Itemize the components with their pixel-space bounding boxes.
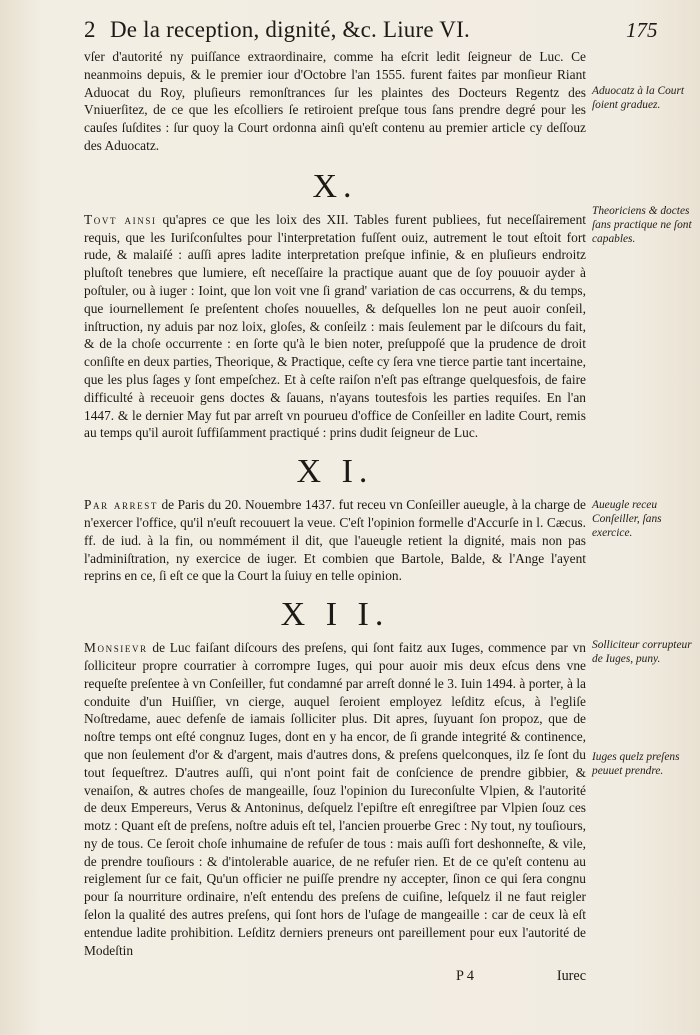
catchword: Iurec — [556, 968, 586, 984]
running-title: De la reception, dignité, &c. Liure VI. — [110, 17, 470, 42]
margin-note: Aduocatz à la Court ſoient graduez. — [592, 85, 685, 111]
page-number-right: 175 — [626, 18, 658, 42]
running-header — [84, 14, 684, 46]
signature-mark: P 4 — [456, 968, 475, 984]
page-footer — [84, 968, 586, 988]
show-through-text — [590, 175, 695, 187]
paragraph-xi — [84, 496, 586, 585]
section-heading-xi: X I. — [296, 453, 374, 491]
paragraph-continuation: vſer d'autorité ny puiſſance extraordinaire, comme ha eſcrit ledit ſeigneur de Luc. Ce neanmoins depuis, & le premier iour d'Octobre l'an 1555. furent faites par monſieur Riant Aduocat du Roy, pluſieurs remonſtrances ſur les plaintes des Docteurs Regentz des Vniuerſitez, de ce que les eſcolliers ſe retiroient preſque tous ſans prendre degré pour les cauſes ſuſdites : ſur quoy la Court ordonna ainſi qu'eſt contenu au premier article cy deſſouz des Aduocatz. — [84, 49, 586, 153]
margin-note: Iuges quelz preſens peuuet prendre. — [592, 751, 680, 777]
margin-note: Solliciteur corrupteur de Iuges, puny. — [592, 639, 692, 665]
paragraph-text: qu'apres ce que les loix des XII. Tables furent publiees, fut neceſſairement requis, que les Iuriſconſultes pour l'interpretation fuſſent ouiz, autrement le tout eſtoit fort rude, & malaiſé : auſſi apres ladite interpretation preſque infinie, & en pluſieurs endroitz pluſtoſt tenebres que lumiere, eſt neceſſaire la practique auant que de ſoy pouuoir ayder à poſtuler, ou à iuger : Ioint, que lon voit vne ſi grand' variation de cas occurrens, & du temps, que iournellement ſe preſentent choſes nouuelles, & deſquelles lon ne peut auoir conſeil, inſtruction, ny aduis par noz loix, gloſes, & conſeilz : mais ſeulement par le diſcours du fait, & de la choſe occurrente : en ſorte qu'à le bien noter, preſuppoſé que la prudence de droit conſiſte en deux parties, Theorique, & Practique, ceſte cy ſera vne tierce partie tant incertaine, que les plus ſages y ſont empeſchez. Et à ceſte raiſon n'eſt pas eſtrange quelquesfois, de faire difficulté à receuoir gens doctes & ſauans, n'ayans toutesfois les parties requiſes. En l'an 1447. & le dernier May fut par arreſt vn pourueu d'office de Conſeiller en ladite Court, remis au temps qu'il auroit ſuffiſamment practiqué : prins dudit ſeigneur de Luc. — [84, 211, 586, 441]
paragraph-text: de Luc faiſant diſcours des preſens, qui ſont faitz aux Iuges, commence par vn ſolliciteur propre courratier à corrompre Iuges, qui pour auoir mis deux eſcus dens vne requeſte preſentee à vn Conſeiller, fut condamné par arreſt donné le 3. Iuin 1494. à porter, à la conduite d'un Huiſſier, vn cierge, auquel ſeroient employez leſditz eſcus, à l'egliſe Noſtredame, auec defenſe de iamais ſolliciter plus. Dit apres, ſuyuant ſon propoz, que de noſtre temps ont eſté congnuz Iuges, dont en y ha encor, de ſi grande integrité & continence, que non ſeulement d'or & d'argent, mais d'autres dons, & preſens quelconques, ilz ſe ſont du tout ſequeſtrez. D'autres auſſi, qui n'ont point fait de conſcience de prendre gibbier, & venaiſon, & autres choſes de mangeaille, ſouz l'opinion du Iureconſulte Vlpien, & l'autorité de deux Empereurs, Verus & Antoninus, deſquelz l'epiſtre eſt enregiſtree par Vlpien ſouz ces motz : Quant eſt de preſens, noſtre aduis eſt tel, l'ancien prouerbe Grec : Ny tout, ny touſiours, ny de tous. Ce ſeroit choſe inhumaine de refuſer de tous : mais auſſi fort deshonneſte, & vile, de prendre touſiours : & d'intolerable auarice, de ne refuſer rien. Et de ce qu'eſt contenu au reiglement ſur ce fait, Qu'un officier ne puiſſe prendre ny accepter, ſinon ce qui ſera congnu pour ſa nourriture ordinaire, n'eſt entendu des preſens de cuiſine, leſquelz il ne faut reigler ſelon la qualité des autres preſens, qui ſont hors de l'uſage de mangeaille : car de ceux là eſt entendue ladite prohibition. Leſditz derniers preneurs ont pareillement pour eux l'autorité de Modeſtin — [84, 640, 586, 958]
section-heading-xii: X I I. — [280, 596, 390, 634]
paragraph-xii — [84, 639, 586, 959]
margin-note: Theoriciens & doctes ſans practique ne ſont capables. — [592, 205, 692, 245]
paragraph-lead: Monsievr — [84, 640, 148, 656]
main-text — [84, 48, 586, 959]
margin-note: Aueugle receu Conſeiller, ſans exercice. — [592, 499, 662, 539]
paragraph-lead: Tovt ainsi — [84, 211, 157, 227]
paragraph-x — [84, 211, 586, 442]
paragraph-text: de Paris du 20. Nouembre 1437. fut receu vn Conſeiller aueugle, à la charge de n'exercer l'office, qu'il n'euſt recouuert la veue. C'eſt l'opinion formelle d'Accurſe in l. Cæcus. ff. de iud. à la fin, ou nommément il dit, que l'aueugle retient la dignité, mais non pas l'adminiſtration, ny exercice de iuger. Et combien que Bartole, Balde, & l'Ange l'ayent reprins en ce, ſi eſt ce que la Court la ſuiuy en telle opinion. — [84, 497, 586, 584]
section-heading-x: X. — [312, 167, 358, 205]
paragraph-lead: Par arrest — [84, 497, 158, 513]
page-number-left: 2 — [84, 17, 96, 42]
